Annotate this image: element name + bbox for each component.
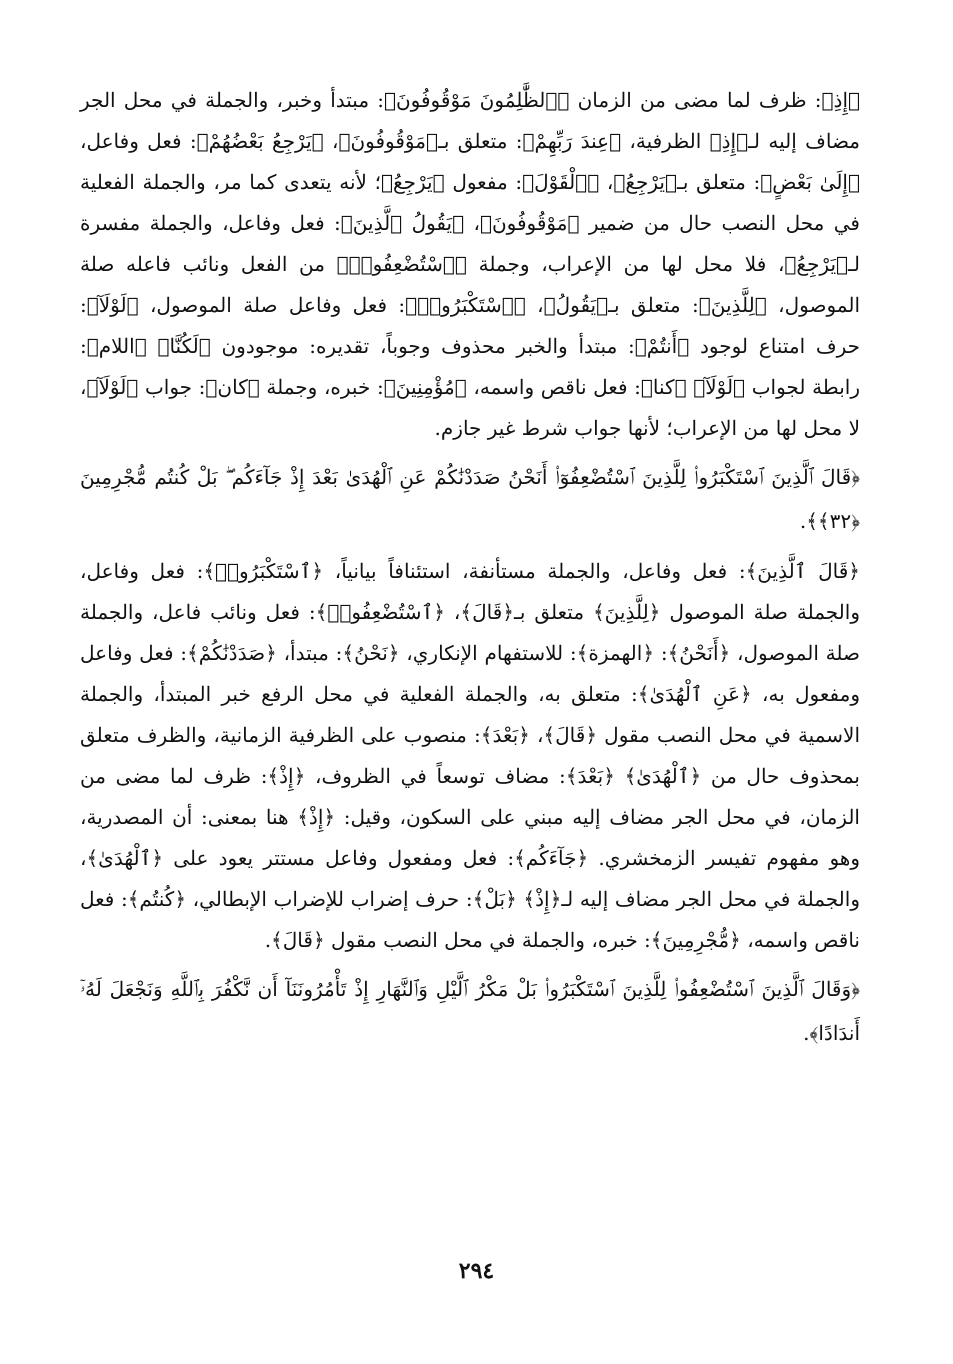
quran-verse-32: ﴿قَالَ ٱلَّذِينَ ٱسْتَكْبَرُوا۟ لِلَّذِينَ ٱسْتُضْعِفُوٓا۟ أَنَحْنُ صَدَدْنَٰكُمْ عَنِ ٱلْهُدَىٰ بَعْدَ إِذْ جَآءَكُم ۖ بَلْ كُنتُم مُّجْرِمِينَ ﴿٣٢﴾﴾. <box>80 465 860 533</box>
quran-verse-33: ﴿وَقَالَ ٱلَّذِينَ ٱسْتُضْعِفُوا۟ لِلَّذِينَ ٱسْتَكْبَرُوا۟ بَلْ مَكْرُ ٱلَّيْلِ وَٱلنَّهَارِ إِذْ تَأْمُرُونَنَآ أَن نَّكْفُرَ بِٱللَّهِ وَنَجْعَلَ لَهُۥٓ أَندَادًا﴾. <box>80 977 860 1045</box>
page-number: ٢٩٤ <box>458 1258 495 1284</box>
commentary-paragraph-2: ﴿قَالَ ٱلَّذِينَ﴾: فعل وفاعل، والجملة مستأنفة، استئنافاً بيانياً، ﴿ٱسْتَكْبَرُوا۟﴾: فعل وفاعل، والجملة صلة الموصول ﴿لِلَّذِينَ﴾ متعلق بـ﴿قَالَ﴾، ﴿ٱسْتُضْعِفُوا۟﴾: فعل ونائب فاعل، والجملة صلة الموصول، ﴿أَنَحْنُ﴾: ﴿الهمزة﴾: للاستفهام الإنكاري، ﴿نَحْنُ﴾: مبتدأ، ﴿صَدَدْنَٰكُمْ﴾: فعل وفاعل ومفعول به، ﴿عَنِ ٱلْهُدَىٰ﴾: متعلق به، والجملة الفعلية في محل الرفع خبر المبتدأ، والجملة الاسمية في محل النصب مقول ﴿قَالَ﴾، ﴿بَعْدَ﴾: منصوب على الظرفية الزمانية، والظرف متعلق بمحذوف حال من ﴿ٱلْهُدَىٰ﴾ ﴿بَعْدَ﴾: مضاف توسعاً في الظروف، ﴿إِذْ﴾: ظرف لما مضى من الزمان، في محل الجر مضاف إليه مبني على السكون، وقيل: ﴿إِذْ﴾ هنا بمعنى: أن المصدرية، وهو مفهوم تفيسر الزمخشري. ﴿جَآءَكُم﴾: فعل ومفعول وفاعل مستتر يعود على ﴿ٱلْهُدَىٰ﴾، والجملة في محل الجر مضاف إليه لـ﴿إِذْ﴾ ﴿بَلْ﴾: حرف إضراب للإضراب الإبطالي، ﴿كُنتُم﴾: فعل ناقص واسمه، ﴿مُّجْرِمِينَ﴾: خبره، والجملة في محل النصب مقول ﴿قَالَ﴾. <box>80 559 860 952</box>
page-body <box>80 80 860 1063</box>
commentary-paragraph-1: ﴿إِذِ﴾: ظرف لما مضى من الزمان ﴿ٱلظَّٰلِمُونَ مَوْقُوفُونَ﴾: مبتدأ وخبر، والجملة في محل الجر مضاف إليه لـ﴿إِذِ﴾ الظرفية، ﴿عِندَ رَبِّهِمْ﴾: متعلق بـ﴿مَوْقُوفُونَ﴾، ﴿يَرْجِعُ بَعْضُهُمْ﴾: فعل وفاعل، ﴿إِلَىٰ بَعْضٍ﴾: متعلق بـ﴿يَرْجِعُ﴾، ﴿ٱلْقَوْلَ﴾: مفعول ﴿يَرْجِعُ﴾؛ لأنه يتعدى كما مر، والجملة الفعلية في محل النصب حال من ضمير ﴿مَوْقُوفُونَ﴾، ﴿يَقُولُ ٱلَّذِينَ﴾: فعل وفاعل، والجملة مفسرة لـ﴿يَرْجِعُ﴾، فلا محل لها من الإعراب، وجملة ﴿ٱسْتُضْعِفُوا۟﴾ من الفعل ونائب فاعله صلة الموصول، ﴿لِلَّذِينَ﴾: متعلق بـ﴿يَقُولُ﴾، ﴿ٱسْتَكْبَرُوا۟﴾: فعل وفاعل صلة الموصول، ﴿لَوْلَآ﴾: حرف امتناع لوجود ﴿أَنتُمْ﴾: مبتدأ والخبر محذوف وجوباً، تقديره: موجودون ﴿لَكُنَّا﴾ ﴿اللام﴾: رابطة لجواب ﴿لَوْلَآ﴾ ﴿كنا﴾: فعل ناقص واسمه، ﴿مُؤْمِنِينَ﴾: خبره، وجملة ﴿كان﴾: جواب ﴿لَوْلَآ﴾، لا محل لها من الإعراب؛ لأنها جواب شرط غير جازم. <box>80 88 860 440</box>
